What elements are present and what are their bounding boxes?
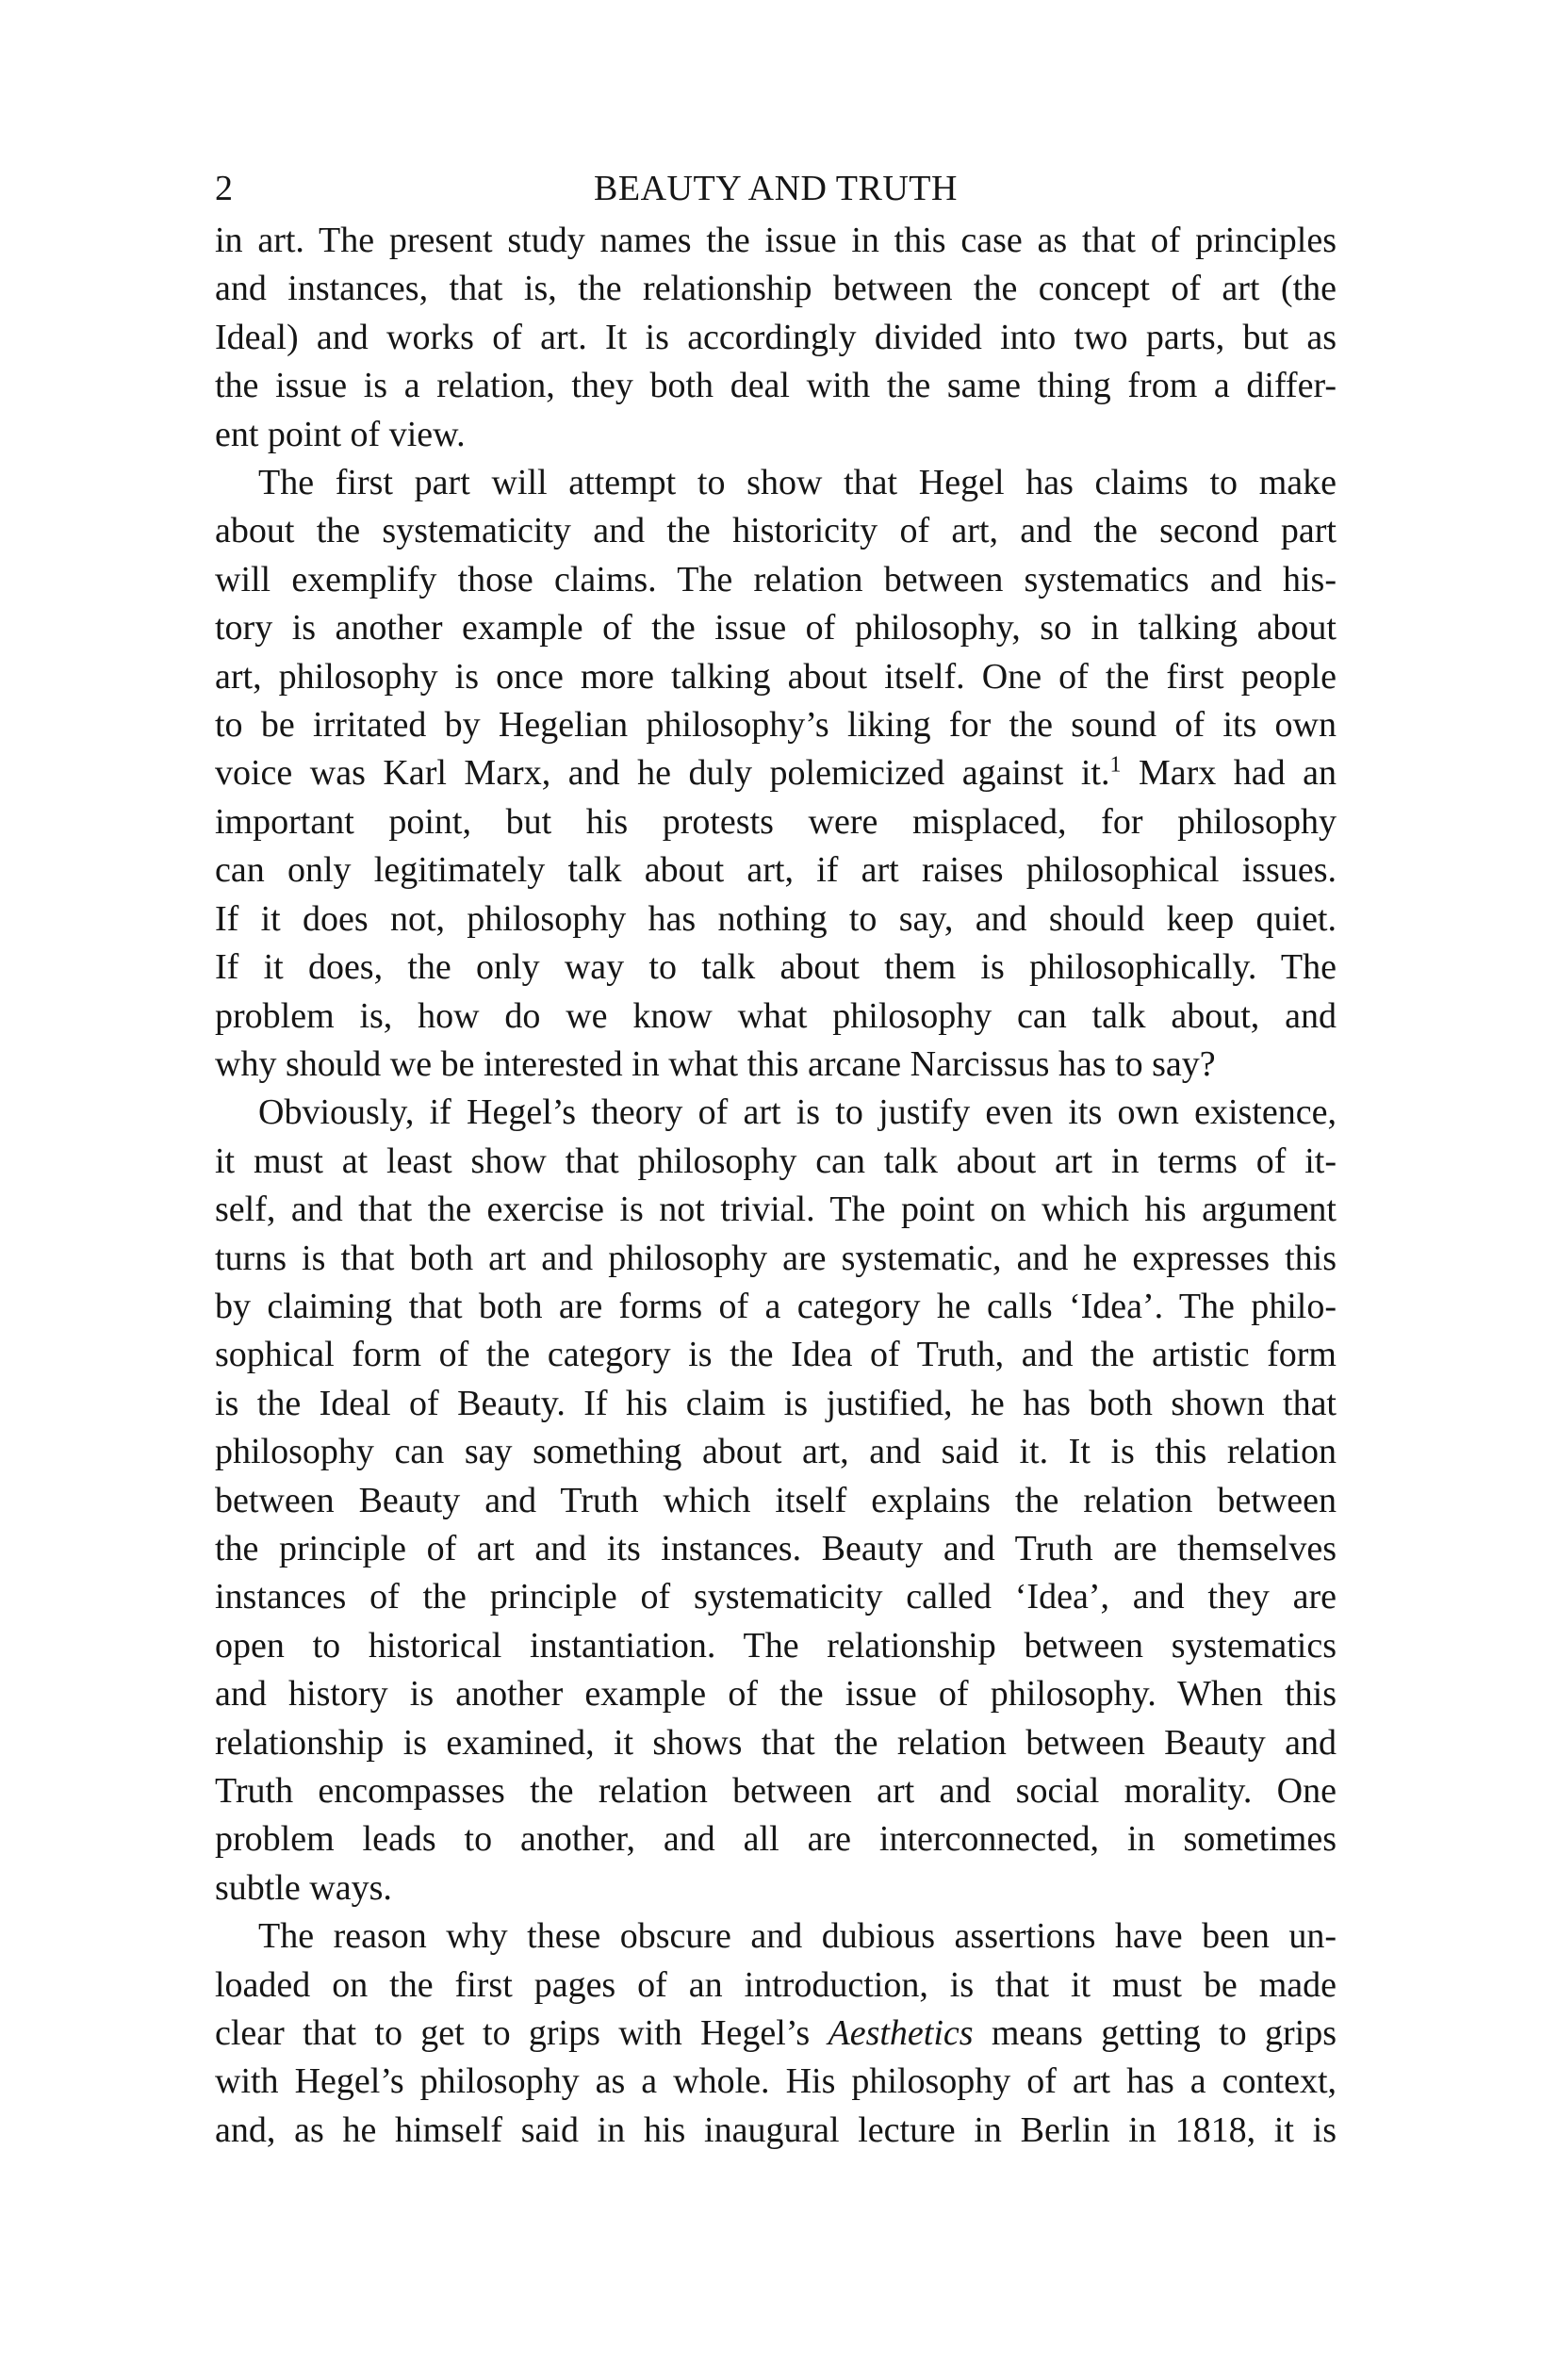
text-line: turns is that both art and philosophy are systematic, and he expresses this — [215, 1238, 1337, 1278]
text-line: The reason why these obscure and dubious assertions have been un- — [258, 1916, 1337, 1957]
text-fragment: clear that to get to grips with Hegel’s — [215, 2013, 828, 2054]
text-line: is the Ideal of Beauty. If his claim is justified, he has both shown that — [215, 1383, 1337, 1423]
text-line: to be irritated by Hegelian philosophy’s liking for the sound of its own — [215, 705, 1337, 746]
text-line: Truth encompasses the relation between art and social morality. One — [215, 1771, 1337, 1811]
text-line: in art. The present study names the issue in this case as that of principles — [215, 221, 1337, 260]
paragraph — [215, 1089, 1337, 1912]
body-text — [215, 217, 1337, 2155]
text-line: Obviously, if Hegel’s theory of art is to justify even its own existence, — [258, 1092, 1337, 1133]
paragraph — [215, 217, 1337, 459]
text-line: important point, but his protests were misplaced, for philosophy — [215, 801, 1337, 842]
text-line: relationship is examined, it shows that the relation between Beauty and — [215, 1722, 1337, 1763]
text-line: loaded on the first pages of an introduction, is that it must be made — [215, 1964, 1337, 2005]
paragraph — [215, 1912, 1337, 2155]
text-fragment: Marx had an — [1121, 753, 1337, 794]
paragraph — [215, 459, 1337, 1089]
text-line: about the systematicity and the historicity of art, and the second part — [215, 511, 1337, 551]
text-line — [215, 2010, 1337, 2058]
book-page — [215, 160, 1337, 2155]
text-line: Ideal) and works of art. It is accordingly divided into two parts, but as — [215, 317, 1337, 357]
book-title: Aesthetics — [828, 2013, 974, 2054]
text-line: sophical form of the category is the Idea of Truth, and the artistic form — [215, 1335, 1337, 1375]
text-line: art, philosophy is once more talking about itself. One of the first people — [215, 656, 1337, 697]
text-line: why should we be interested in what this arcane Narcissus has to say? — [215, 1043, 1216, 1084]
text-line: and history is another example of the issue of philosophy. When this — [215, 1674, 1337, 1715]
text-line: The first part will attempt to show that Hegel has claims to make — [258, 463, 1337, 503]
text-line: it must at least show that philosophy can talk about art in terms of it- — [215, 1141, 1337, 1181]
footnote-marker[interactable]: 1 — [1109, 752, 1122, 778]
text-line: instances of the principle of systematicity called ‘Idea’, and they are — [215, 1577, 1337, 1617]
text-line: If it does, the only way to talk about them is philosophically. The — [215, 947, 1337, 988]
running-title: BEAUTY AND TRUTH — [594, 169, 958, 208]
text-line — [215, 749, 1337, 797]
text-line: with Hegel’s philosophy as a whole. His philosophy of art has a context, — [215, 2061, 1337, 2102]
text-line: the principle of art and its instances. Beauty and Truth are themselves — [215, 1528, 1337, 1568]
text-line: open to historical instantiation. The relationship between systematics — [215, 1625, 1337, 1666]
text-line: self, and that the exercise is not trivial. The point on which his argument — [215, 1190, 1337, 1230]
text-line: and, as he himself said in his inaugural lecture in Berlin in 1818, it is — [215, 2109, 1337, 2150]
text-line: problem is, how do we know what philosophy can talk about, and — [215, 995, 1337, 1036]
text-line: If it does not, philosophy has nothing to say, and should keep quiet. — [215, 898, 1337, 939]
page-number: 2 — [215, 169, 233, 208]
text-line: philosophy can say something about art, and said it. It is this relation — [215, 1432, 1337, 1472]
text-line: problem leads to another, and all are interconnected, in sometimes — [215, 1819, 1337, 1860]
text-line: by claiming that both are forms of a category he calls ‘Idea’. The philo- — [215, 1286, 1337, 1326]
running-header — [215, 160, 1337, 217]
text-line: will exemplify those claims. The relation between systematics and his- — [215, 559, 1337, 599]
text-line: between Beauty and Truth which itself explains the relation between — [215, 1480, 1337, 1520]
text-line: tory is another example of the issue of philosophy, so in talking about — [215, 608, 1337, 648]
text-line: subtle ways. — [215, 1867, 392, 1908]
text-fragment: voice was Karl Marx, and he duly polemicized against it. — [215, 753, 1110, 794]
text-line: can only legitimately talk about art, if art raises philosophical issues. — [215, 850, 1337, 891]
text-fragment: means getting to grips — [973, 2013, 1337, 2054]
text-line: ent point of view. — [215, 414, 466, 454]
text-line: the issue is a relation, they both deal with the same thing from a differ- — [215, 366, 1337, 406]
text-line: and instances, that is, the relationship between the concept of art (the — [215, 269, 1337, 309]
